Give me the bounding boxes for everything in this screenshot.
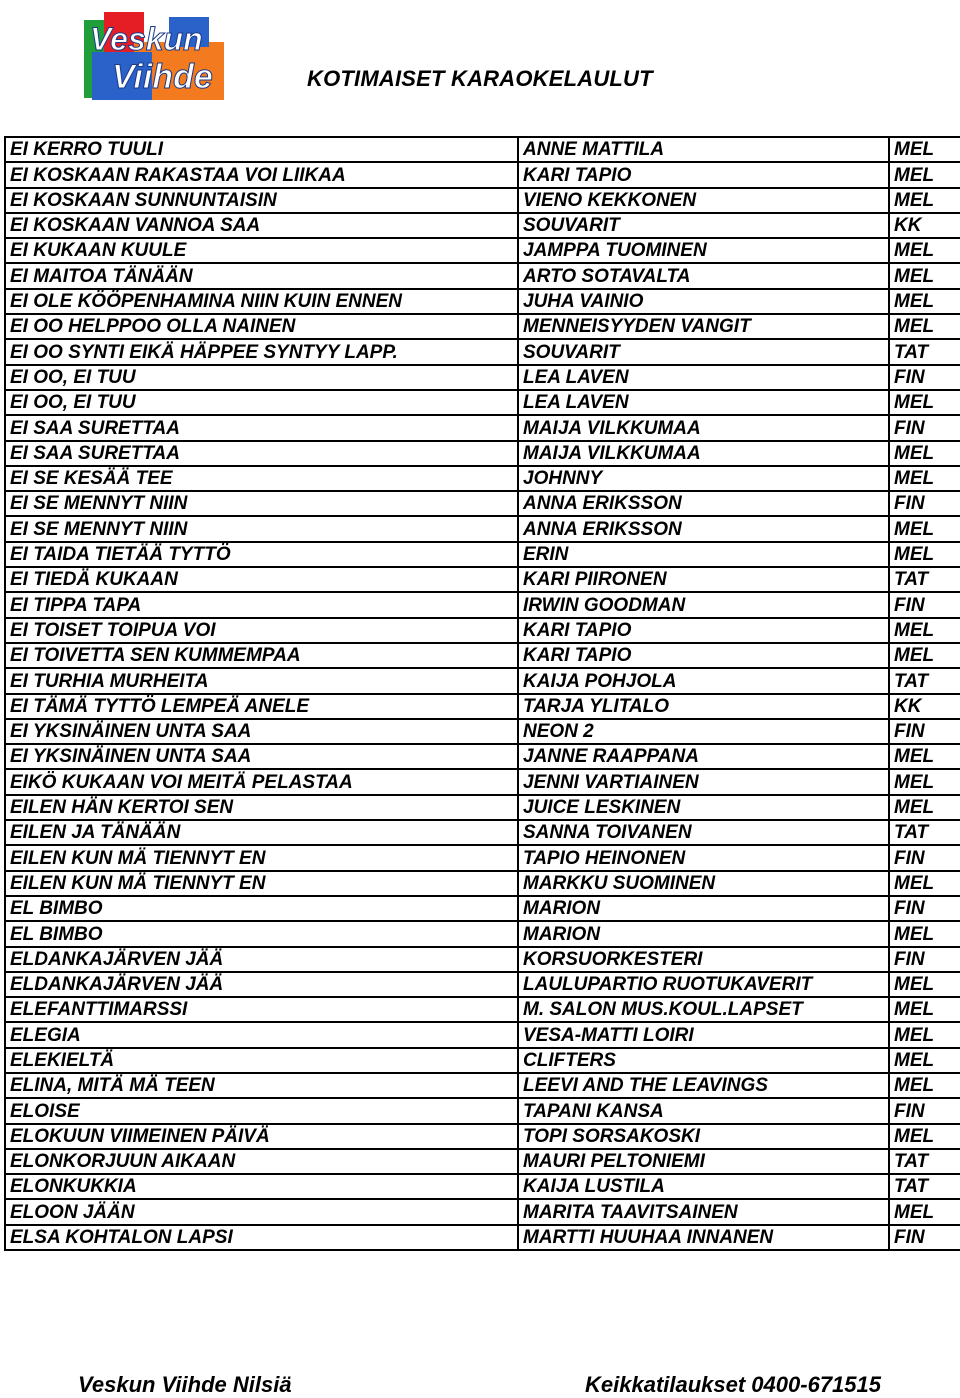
type-cell: MEL (889, 618, 960, 643)
artist-cell: KAIJA LUSTILA (518, 1174, 889, 1199)
table-row (5, 997, 960, 1022)
song-title-cell: EI OO SYNTI EIKÄ HÄPPEE SYNTYY LAPP. (5, 339, 518, 364)
song-title-cell: EI OO, EI TUU (5, 390, 518, 415)
type-cell: MEL (889, 314, 960, 339)
artist-cell: KARI PIIRONEN (518, 567, 889, 592)
type-cell: TAT (889, 567, 960, 592)
type-cell: MEL (889, 643, 960, 668)
artist-cell: TAPIO HEINONEN (518, 845, 889, 870)
artist-cell: TOPI SORSAKOSKI (518, 1124, 889, 1149)
song-title-cell: EI SAA SURETTAA (5, 415, 518, 440)
type-cell: FIN (889, 365, 960, 390)
song-title-cell: EI TAIDA TIETÄÄ TYTTÖ (5, 542, 518, 567)
song-title-cell: EI YKSINÄINEN UNTA SAA (5, 719, 518, 744)
artist-cell: LAULUPARTIO RUOTUKAVERIT (518, 972, 889, 997)
type-cell: MEL (889, 1124, 960, 1149)
type-cell: MEL (889, 1199, 960, 1224)
table-row (5, 719, 960, 744)
table-row (5, 1225, 960, 1250)
artist-cell: MARTTI HUUHAA INNANEN (518, 1225, 889, 1250)
song-title-cell: EI KUKAAN KUULE (5, 238, 518, 263)
song-title-cell: EL BIMBO (5, 921, 518, 946)
artist-cell: CLIFTERS (518, 1048, 889, 1073)
artist-cell: TAPANI KANSA (518, 1098, 889, 1123)
table-row (5, 896, 960, 921)
type-cell: KK (889, 694, 960, 719)
song-title-cell: EILEN KUN MÄ TIENNYT EN (5, 871, 518, 896)
song-title-cell: EI SE MENNYT NIIN (5, 516, 518, 541)
artist-cell: KARI TAPIO (518, 618, 889, 643)
type-cell: FIN (889, 415, 960, 440)
song-title-cell: EI TOIVETTA SEN KUMMEMPAA (5, 643, 518, 668)
artist-cell: ARTO SOTAVALTA (518, 263, 889, 288)
type-cell: MEL (889, 921, 960, 946)
table-row (5, 415, 960, 440)
table-row (5, 466, 960, 491)
artist-cell: JUHA VAINIO (518, 289, 889, 314)
song-title-cell: EI TURHIA MURHEITA (5, 668, 518, 693)
artist-cell: MARKKU SUOMINEN (518, 871, 889, 896)
artist-cell: ERIN (518, 542, 889, 567)
type-cell: MEL (889, 263, 960, 288)
table-row (5, 820, 960, 845)
artist-cell: SANNA TOIVANEN (518, 820, 889, 845)
table-row (5, 263, 960, 288)
table-row (5, 921, 960, 946)
table-row (5, 1098, 960, 1123)
table-row (5, 1022, 960, 1047)
song-title-cell: EI OLE KÖÖPENHAMINA NIIN KUIN ENNEN (5, 289, 518, 314)
type-cell: MEL (889, 972, 960, 997)
logo-text-line2: Viihde (112, 58, 213, 96)
artist-cell: MAIJA VILKKUMAA (518, 415, 889, 440)
song-title-cell: EI SE MENNYT NIIN (5, 491, 518, 516)
artist-cell: JOHNNY (518, 466, 889, 491)
table-row (5, 567, 960, 592)
table-row (5, 314, 960, 339)
table-row (5, 947, 960, 972)
song-title-cell: EIKÖ KUKAAN VOI MEITÄ PELASTAA (5, 769, 518, 794)
type-cell: TAT (889, 820, 960, 845)
song-title-cell: ELINA, MITÄ MÄ TEEN (5, 1073, 518, 1098)
type-cell: MEL (889, 390, 960, 415)
artist-cell: LEA LAVEN (518, 365, 889, 390)
song-title-cell: ELDANKAJÄRVEN JÄÄ (5, 972, 518, 997)
artist-cell: JANNE RAAPPANA (518, 744, 889, 769)
type-cell: MEL (889, 516, 960, 541)
table-row (5, 365, 960, 390)
artist-cell: MAURI PELTONIEMI (518, 1149, 889, 1174)
table-row (5, 188, 960, 213)
table-row (5, 845, 960, 870)
table-row (5, 137, 960, 162)
table-row (5, 441, 960, 466)
song-title-cell: EI MAITOA TÄNÄÄN (5, 263, 518, 288)
type-cell: FIN (889, 845, 960, 870)
table-row (5, 289, 960, 314)
type-cell: FIN (889, 719, 960, 744)
song-title-cell: EILEN JA TÄNÄÄN (5, 820, 518, 845)
table-row (5, 643, 960, 668)
table-row (5, 213, 960, 238)
type-cell: MEL (889, 997, 960, 1022)
type-cell: FIN (889, 1225, 960, 1250)
artist-cell: SOUVARIT (518, 213, 889, 238)
artist-cell: KORSUORKESTERI (518, 947, 889, 972)
table-row (5, 972, 960, 997)
table-row (5, 516, 960, 541)
table-row (5, 1149, 960, 1174)
song-title-cell: EI TIPPA TAPA (5, 592, 518, 617)
table-row (5, 744, 960, 769)
table-row (5, 668, 960, 693)
table-row (5, 1073, 960, 1098)
artist-cell: VIENO KEKKONEN (518, 188, 889, 213)
song-title-cell: EI YKSINÄINEN UNTA SAA (5, 744, 518, 769)
song-title-cell: ELOON JÄÄN (5, 1199, 518, 1224)
page-title: KOTIMAISET KARAOKELAULUT (307, 66, 653, 91)
table-row (5, 1124, 960, 1149)
type-cell: FIN (889, 896, 960, 921)
table-row (5, 238, 960, 263)
table-row (5, 592, 960, 617)
artist-cell: M. SALON MUS.KOUL.LAPSET (518, 997, 889, 1022)
type-cell: FIN (889, 1098, 960, 1123)
table-row (5, 390, 960, 415)
song-title-cell: ELONKORJUUN AIKAAN (5, 1149, 518, 1174)
table-row (5, 871, 960, 896)
artist-cell: KARI TAPIO (518, 162, 889, 187)
type-cell: TAT (889, 668, 960, 693)
type-cell: MEL (889, 1022, 960, 1047)
table-row (5, 694, 960, 719)
footer-company: Veskun Viihde Nilsiä (78, 1372, 292, 1397)
artist-cell: LEA LAVEN (518, 390, 889, 415)
type-cell: TAT (889, 1149, 960, 1174)
song-title-cell: EI SAA SURETTAA (5, 441, 518, 466)
type-cell: MEL (889, 769, 960, 794)
song-title-cell: ELEKIELTÄ (5, 1048, 518, 1073)
artist-cell: JAMPPA TUOMINEN (518, 238, 889, 263)
song-table (4, 136, 960, 1251)
song-title-cell: EI TIEDÄ KUKAAN (5, 567, 518, 592)
logo (84, 12, 230, 102)
artist-cell: TARJA YLITALO (518, 694, 889, 719)
song-title-cell: EI KOSKAAN VANNOA SAA (5, 213, 518, 238)
song-title-cell: EILEN KUN MÄ TIENNYT EN (5, 845, 518, 870)
type-cell: FIN (889, 491, 960, 516)
artist-cell: ANNA ERIKSSON (518, 516, 889, 541)
table-row (5, 491, 960, 516)
type-cell: MEL (889, 1073, 960, 1098)
artist-cell: ANNA ERIKSSON (518, 491, 889, 516)
table-row (5, 769, 960, 794)
table-row (5, 1174, 960, 1199)
type-cell: MEL (889, 137, 960, 162)
type-cell: MEL (889, 441, 960, 466)
song-title-cell: EL BIMBO (5, 896, 518, 921)
artist-cell: JENNI VARTIAINEN (518, 769, 889, 794)
footer-contact: Keikkatilaukset 0400-671515 (585, 1372, 881, 1397)
type-cell: MEL (889, 871, 960, 896)
song-title-cell: EI KOSKAAN RAKASTAA VOI LIIKAA (5, 162, 518, 187)
song-title-cell: EI OO HELPPOO OLLA NAINEN (5, 314, 518, 339)
song-title-cell: EILEN HÄN KERTOI SEN (5, 795, 518, 820)
type-cell: FIN (889, 592, 960, 617)
song-title-cell: EI TÄMÄ TYTTÖ LEMPEÄ ANELE (5, 694, 518, 719)
table-row (5, 162, 960, 187)
song-title-cell: ELOISE (5, 1098, 518, 1123)
artist-cell: KARI TAPIO (518, 643, 889, 668)
type-cell: MEL (889, 289, 960, 314)
type-cell: MEL (889, 238, 960, 263)
song-title-cell: EI KERRO TUULI (5, 137, 518, 162)
type-cell: MEL (889, 466, 960, 491)
artist-cell: ANNE MATTILA (518, 137, 889, 162)
song-title-cell: ELEFANTTIMARSSI (5, 997, 518, 1022)
table-row (5, 339, 960, 364)
type-cell: TAT (889, 339, 960, 364)
song-title-cell: ELEGIA (5, 1022, 518, 1047)
song-title-cell: EI SE KESÄÄ TEE (5, 466, 518, 491)
song-title-cell: ELSA KOHTALON LAPSI (5, 1225, 518, 1250)
type-cell: MEL (889, 744, 960, 769)
type-cell: MEL (889, 188, 960, 213)
song-title-cell: EI OO, EI TUU (5, 365, 518, 390)
table-row (5, 542, 960, 567)
artist-cell: LEEVI AND THE LEAVINGS (518, 1073, 889, 1098)
type-cell: MEL (889, 1048, 960, 1073)
type-cell: FIN (889, 947, 960, 972)
artist-cell: MARION (518, 896, 889, 921)
song-title-cell: EI TOISET TOIPUA VOI (5, 618, 518, 643)
table-row (5, 795, 960, 820)
song-title-cell: ELDANKAJÄRVEN JÄÄ (5, 947, 518, 972)
table-row (5, 618, 960, 643)
artist-cell: IRWIN GOODMAN (518, 592, 889, 617)
type-cell: MEL (889, 795, 960, 820)
table-row (5, 1199, 960, 1224)
song-title-cell: EI KOSKAAN SUNNUNTAISIN (5, 188, 518, 213)
type-cell: MEL (889, 542, 960, 567)
artist-cell: MARION (518, 921, 889, 946)
artist-cell: JUICE LESKINEN (518, 795, 889, 820)
song-title-cell: ELONKUKKIA (5, 1174, 518, 1199)
type-cell: MEL (889, 162, 960, 187)
artist-cell: MAIJA VILKKUMAA (518, 441, 889, 466)
song-title-cell: ELOKUUN VIIMEINEN PÄIVÄ (5, 1124, 518, 1149)
artist-cell: MENNEISYYDEN VANGIT (518, 314, 889, 339)
logo-text-line1: Veskun (90, 21, 203, 57)
type-cell: KK (889, 213, 960, 238)
artist-cell: SOUVARIT (518, 339, 889, 364)
artist-cell: KAIJA POHJOLA (518, 668, 889, 693)
artist-cell: MARITA TAAVITSAINEN (518, 1199, 889, 1224)
type-cell: TAT (889, 1174, 960, 1199)
table-row (5, 1048, 960, 1073)
artist-cell: NEON 2 (518, 719, 889, 744)
artist-cell: VESA-MATTI LOIRI (518, 1022, 889, 1047)
